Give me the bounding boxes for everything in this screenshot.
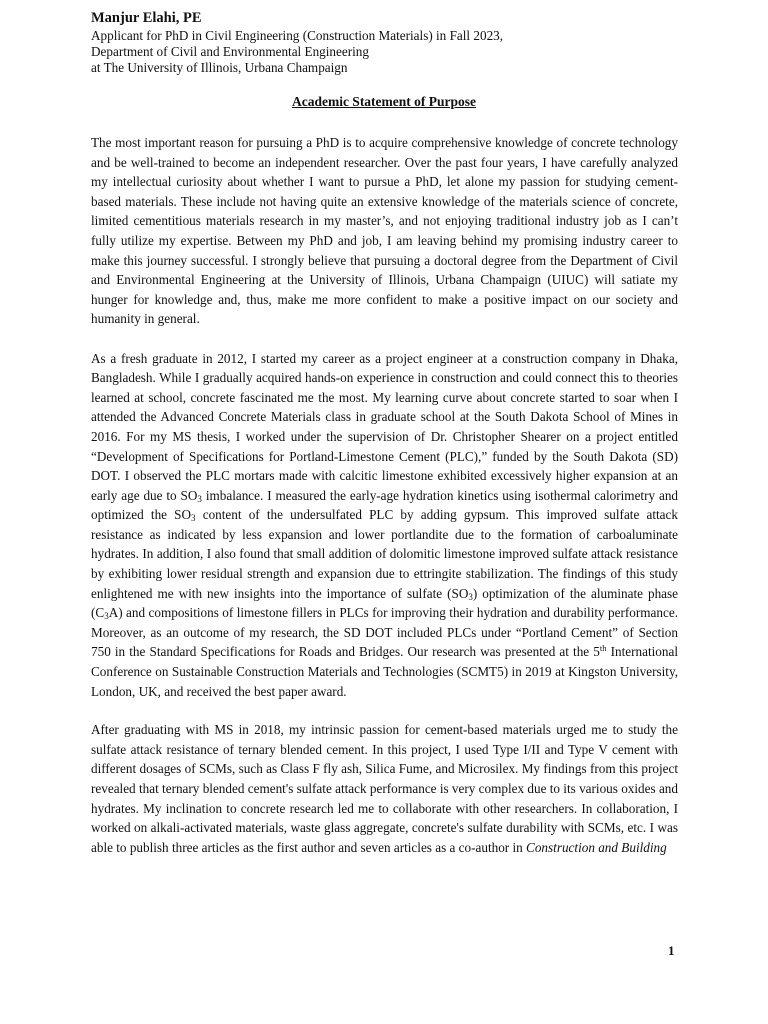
subscript-so3-1: 3 [197, 493, 202, 504]
applicant-line: Applicant for PhD in Civil Engineering (Construction Materials) in Fall 2023, [91, 28, 504, 43]
paragraph-research-text: After graduating with MS in 2018, my intrinsic passion for cement-based materials urged me to study the sulfate attack resistance of ternary blended cement. In this project, I used Type I/II and Type V cement with different dosages of SCMs, such as Class F fly ash, Silica Fume, and Microsilex. My findings from this project revealed that ternary blended cement's sulfate attack performance is very complex due to its various oxides and hydrates. My inclination to concrete research led me to collaborate with other researchers. In collaboration, I worked on alkali-activated materials, waste glass aggregate, concrete's sulfate durability with SCMs, etc. I was able to publish three articles as the first author and seven articles as a co-author in [91, 722, 678, 855]
paragraph-background-text-4: ) optimization of the aluminate phase (C [91, 585, 678, 621]
paragraph-background-text-5: A) and compositions of limestone fillers in PLCs for improving their hydration and durability performance. Moreover, as an outcome of my research, the SD DOT included PLCs under “Portland Cement” of Section 750 in the Standard Specifications for Roads and Bridges. Our research was presented at the 5 [91, 605, 678, 660]
paragraph-background-text-2: imbalance. I measured the early-age hydration kinetics using isothermal calorimetry and optimized the SO [91, 487, 679, 523]
superscript-th: th [599, 643, 607, 654]
university-line: at The University of Illinois, Urbana Champaign [91, 60, 348, 75]
paragraph-background [91, 349, 678, 702]
document-title: Academic Statement of Purpose [291, 94, 477, 109]
subscript-c3a: 3 [104, 611, 109, 622]
paragraph-background-text-1: As a fresh graduate in 2012, I started my career as a project engineer at a construction company in Dhaka, Bangladesh. While I gradually acquired hands-on experience in construction and could connect this to theories learned at school, concrete fascinated me the most. My learning curve about concrete started to soar when I attended the Advanced Concrete Materials class in graduate school at the South Dakota School of Mines in 2016. For my MS thesis, I worked under the supervision of Dr. Christopher Shearer on a project entitled “Development of Specifications for Portland-Limestone Cement (PLC),” funded by the South Dakota (SD) DOT. I observed the PLC mortars made with calcitic limestone exhibited excessively higher expansion at an early age due to SO [91, 350, 678, 503]
subscript-so3-3: 3 [468, 591, 473, 602]
paragraph-background-text-3: content of the undersulfated PLC by adding gypsum. This improved sulfate attack resistance as indicated by less expansion and lower portlandite due to the formation of carboaluminate hydrates. In addition, I also found that small addition of dolomitic limestone improved sulfate attack resistance by exhibiting lower residual strength and expansion due to ettringite stabilization. The findings of this study enlightened me with new insights into the importance of sulfate (SO [91, 507, 678, 601]
subscript-so3-2: 3 [191, 513, 196, 524]
paragraph-background-text-6: International Conference on Sustainable Construction Materials and Technologies (SCMT5) in 2019 at Kingston University, London, UK, and received the best paper award. [91, 644, 679, 699]
page-number: 1 [668, 943, 675, 958]
document-header [91, 9, 691, 76]
journal-name: Construction and Building [526, 839, 667, 855]
document-body [91, 133, 678, 877]
author-name: Manjur Elahi, PE [91, 10, 202, 26]
paragraph-intro: The most important reason for pursuing a PhD is to acquire comprehensive knowledge of concrete technology and be well-trained to become an independent researcher. Over the past four years, I have carefully analyzed my intellectual curiosity about whether I want to pursue a PhD, let alone my passion for studying cement-based materials. These include not having quite an extensive knowledge of the materials science of concrete, limited cementitious materials research in my master’s, and not enjoying traditional industry job as I can’t fully utilize my expertise. Between my PhD and job, I am leaving behind my promising industry career to make this journey successful. I strongly believe that pursuing a doctoral degree from the Department of Civil and Environmental Engineering at the University of Illinois, Urbana Champaign (UIUC) will satiate my hunger for knowledge and, thus, make me more confident to make a positive impact on our society and humanity in general. [91, 135, 678, 327]
department-line: Department of Civil and Environmental Engineering [91, 44, 369, 59]
paragraph-research [91, 720, 678, 857]
